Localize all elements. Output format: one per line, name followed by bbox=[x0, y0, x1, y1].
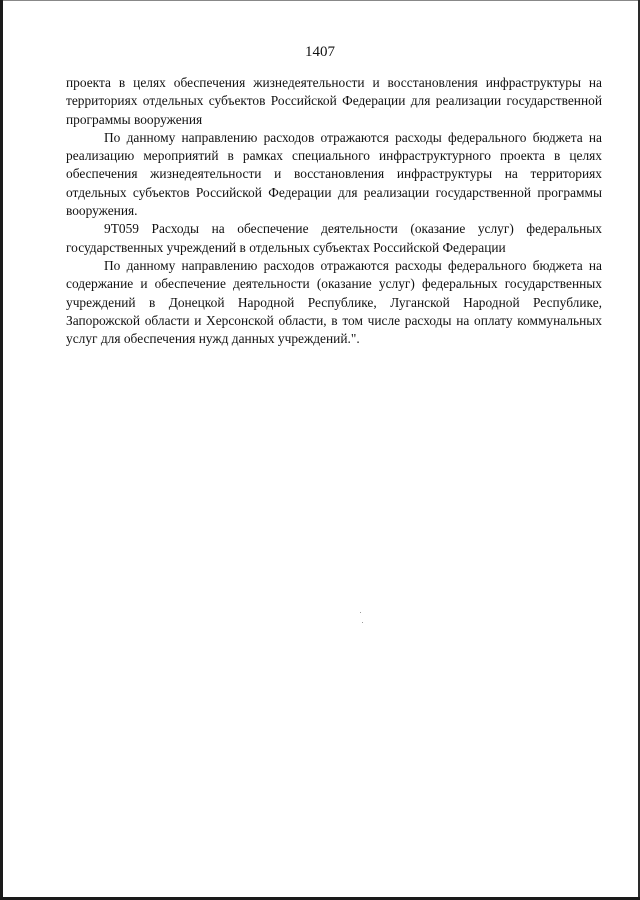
paragraph-expenditure-description: По данному направлению расходов отражаются расходы федерального бюджета на содержание и обеспечение деятельности (оказание услуг) федеральных государственных учреждений в Донецкой Народной Республике, Луганской Народной Республике, Запорожской области и Херсонской области, в том числе расходы на оплату коммунальных услуг для обеспечения нужд данных учреждений.". bbox=[66, 257, 602, 347]
document-body bbox=[66, 74, 602, 348]
scan-border-left bbox=[0, 0, 3, 900]
scan-speck bbox=[360, 612, 361, 613]
page-number: 1407 bbox=[305, 44, 335, 60]
paragraph-expenditure-description: По данному направлению расходов отражаются расходы федерального бюджета на реализацию мероприятий в рамках специального инфраструктурного проекта в целях обеспечения жизнедеятельности и восстановления инфраструктуры на территориях отдельных субъектов Российской Федерации для реализации государственной программы вооружения. bbox=[66, 129, 602, 219]
paragraph-continuation: проекта в целях обеспечения жизнедеятельности и восстановления инфраструктуры на территориях отдельных субъектов Российской Федерации для реализации государственной программы вооружения bbox=[66, 75, 602, 127]
paragraph-expenditure-code-heading: 9Т059 Расходы на обеспечение деятельности (оказание услуг) федеральных государственных учреждений в отдельных субъектах Российской Федерации bbox=[66, 221, 602, 255]
scan-speck bbox=[362, 622, 363, 623]
scan-border-top bbox=[0, 0, 640, 1]
